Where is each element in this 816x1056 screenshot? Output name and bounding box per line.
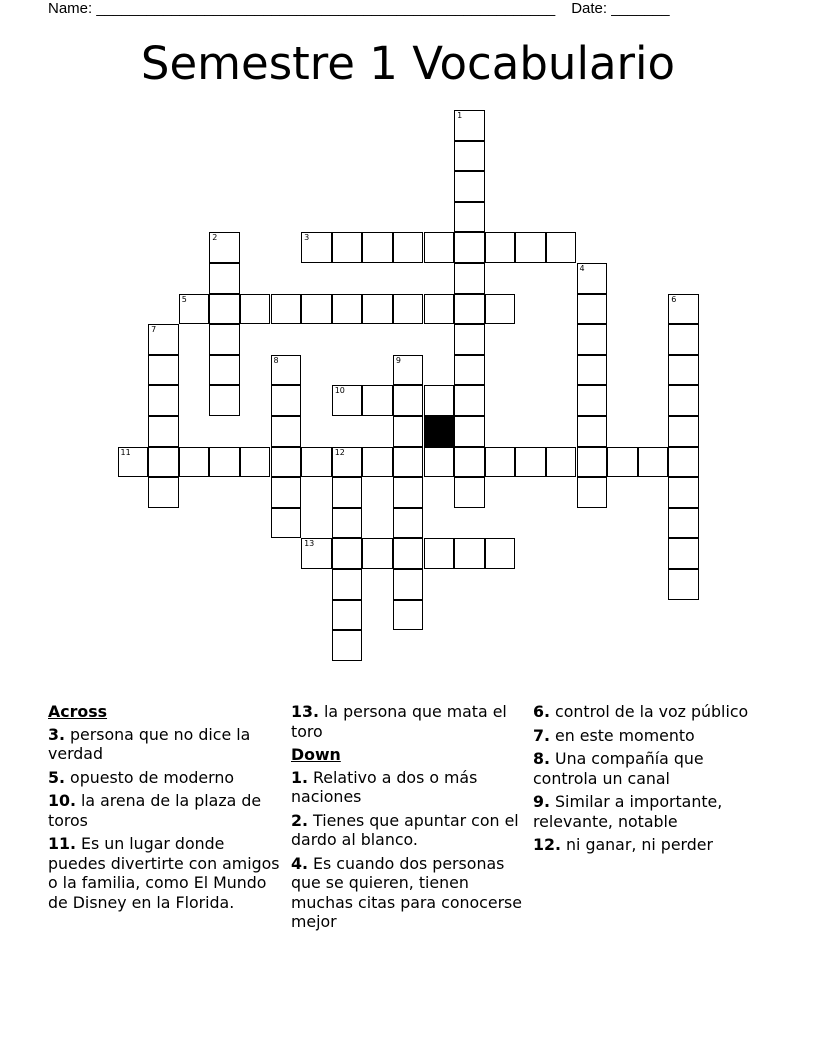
answer-cell[interactable] (454, 263, 485, 294)
answer-cell[interactable] (301, 232, 332, 263)
answer-cell[interactable] (148, 447, 179, 478)
clue-down-4: 4. Es cuando dos personas que se quieren, tienen muchas citas para conocerse mejor (291, 853, 523, 931)
clue-across-3: 3. persona que no dice la verdad (48, 724, 251, 763)
clue-number: 6 (671, 294, 677, 304)
answer-cell[interactable] (148, 477, 179, 508)
answer-cell[interactable] (668, 477, 699, 508)
clue-number: 2 (212, 233, 218, 243)
clue-number: 5 (181, 294, 187, 304)
down-heading: Down (291, 745, 341, 764)
answer-cell[interactable] (515, 232, 546, 263)
answer-cell[interactable] (577, 263, 608, 294)
answer-cell[interactable] (118, 447, 149, 478)
answer-cell[interactable] (668, 569, 699, 600)
answer-cell[interactable] (209, 263, 240, 294)
answer-cell[interactable] (638, 447, 669, 478)
across-heading: Across (48, 702, 108, 721)
answer-cell[interactable] (332, 385, 363, 416)
clue-number: 10 (334, 386, 345, 396)
answer-cell[interactable] (607, 447, 638, 478)
answer-cell[interactable] (209, 232, 240, 263)
clue-column-2 (291, 702, 526, 936)
answer-cell[interactable] (424, 294, 455, 325)
answer-cell[interactable] (332, 538, 363, 569)
answer-cell[interactable] (577, 355, 608, 386)
answer-cell[interactable] (485, 294, 516, 325)
clue-number: 1 (457, 111, 463, 120)
clue-number: 4 (579, 264, 585, 273)
clue-down-12: 12. ni ganar, ni perder (533, 835, 714, 854)
answer-cell[interactable] (577, 477, 608, 508)
clue-down-8: 8. Una compañía que controla un canal (533, 749, 704, 788)
clue-down-7: 7. en este momento (533, 725, 695, 745)
answer-cell[interactable] (668, 538, 699, 569)
answer-cell[interactable] (454, 385, 485, 416)
clue-down-6: 6. control de la voz público (533, 702, 749, 721)
answer-cell[interactable] (362, 385, 393, 416)
answer-cell[interactable] (454, 355, 485, 386)
answer-cell[interactable] (332, 508, 363, 539)
clue-number: 8 (273, 355, 279, 365)
clue-down-1: 1. Relativo a dos o más naciones (291, 767, 478, 806)
answer-cell[interactable] (454, 202, 485, 233)
answer-cell[interactable] (209, 385, 240, 416)
answer-cell[interactable] (148, 324, 179, 355)
answer-cell[interactable] (332, 477, 363, 508)
answer-cell[interactable] (271, 508, 302, 539)
answer-cell[interactable] (577, 416, 608, 447)
answer-cell[interactable] (393, 447, 424, 478)
clue-number: 11 (120, 447, 131, 457)
clue-across-11: 11. Es un lugar donde puedes divertirte con amigos o la familia, como El Mundo de Disney en la Florida. (48, 834, 280, 912)
answer-cell[interactable] (362, 538, 393, 569)
answer-cell[interactable] (577, 324, 608, 355)
answer-cell[interactable] (454, 294, 485, 325)
answer-cell[interactable] (668, 508, 699, 539)
answer-cell[interactable] (179, 294, 210, 325)
clue-down-9: 9. Similar a importante, relevante, notable (533, 792, 723, 831)
answer-cell[interactable] (424, 385, 455, 416)
answer-cell[interactable] (271, 477, 302, 508)
date-label: Date: (571, 0, 608, 17)
answer-cell[interactable] (362, 294, 393, 325)
answer-cell[interactable] (332, 232, 363, 263)
name-blank[interactable]: _______________________________________________________ (96, 0, 556, 17)
answer-cell[interactable] (271, 447, 302, 478)
clue-across-5: 5. opuesto de moderno (48, 767, 235, 787)
answer-cell[interactable] (148, 385, 179, 416)
answer-cell[interactable] (454, 171, 485, 202)
clue-number: 3 (304, 233, 310, 243)
answer-cell[interactable] (668, 385, 699, 416)
clue-across-13: 13. la persona que mata el toro (291, 702, 507, 741)
answer-cell[interactable] (668, 416, 699, 447)
clue-column-1 (48, 702, 283, 916)
clue-column-3 (533, 702, 768, 859)
answer-cell[interactable] (148, 355, 179, 386)
answer-cell[interactable] (393, 569, 424, 600)
answer-cell[interactable] (424, 447, 455, 478)
answer-cell[interactable] (271, 294, 302, 325)
answer-cell[interactable] (271, 416, 302, 447)
answer-cell[interactable] (393, 294, 424, 325)
clue-number: 13 (304, 539, 315, 549)
answer-cell[interactable] (485, 538, 516, 569)
answer-cell[interactable] (668, 355, 699, 386)
clue-number: 7 (151, 325, 157, 335)
clue-number: 12 (334, 447, 345, 457)
answer-cell[interactable] (209, 447, 240, 478)
answer-cell[interactable] (454, 416, 485, 447)
answer-cell[interactable] (271, 385, 302, 416)
answer-cell[interactable] (454, 324, 485, 355)
answer-cell[interactable] (424, 232, 455, 263)
answer-cell[interactable] (485, 447, 516, 478)
answer-cell[interactable] (332, 600, 363, 631)
answer-cell[interactable] (332, 569, 363, 600)
answer-cell[interactable] (454, 477, 485, 508)
clue-across-10: 10. la arena de la plaza de toros (48, 791, 262, 830)
answer-cell[interactable] (271, 355, 302, 386)
answer-cell[interactable] (301, 294, 332, 325)
answer-cell[interactable] (393, 232, 424, 263)
name-label: Name: (48, 0, 93, 17)
answer-cell[interactable] (240, 447, 271, 478)
answer-cell[interactable] (454, 232, 485, 263)
answer-cell[interactable] (546, 447, 577, 478)
answer-cell[interactable] (668, 294, 699, 325)
clue-down-2: 2. Tienes que apuntar con el dardo al blanco. (291, 810, 519, 849)
clue-number: 9 (395, 355, 401, 365)
answer-cell[interactable] (393, 416, 424, 447)
answer-cell[interactable] (485, 232, 516, 263)
date-blank[interactable]: _______ (611, 0, 670, 17)
answer-cell[interactable] (240, 294, 271, 325)
answer-cell[interactable] (577, 447, 608, 478)
answer-cell[interactable] (668, 447, 699, 478)
answer-cell[interactable] (393, 538, 424, 569)
answer-cell[interactable] (454, 538, 485, 569)
answer-cell[interactable] (301, 447, 332, 478)
black-square (424, 416, 455, 447)
answer-cell[interactable] (209, 355, 240, 386)
answer-cell[interactable] (424, 538, 455, 569)
answer-cell[interactable] (577, 385, 608, 416)
answer-cell[interactable] (362, 232, 393, 263)
answer-cell[interactable] (454, 110, 485, 141)
answer-cell[interactable] (362, 447, 393, 478)
answer-cell[interactable] (209, 324, 240, 355)
answer-cell[interactable] (393, 355, 424, 386)
answer-cell[interactable] (454, 141, 485, 172)
answer-cell[interactable] (393, 600, 424, 631)
answer-cell[interactable] (148, 416, 179, 447)
answer-cell[interactable] (393, 477, 424, 508)
answer-cell[interactable] (393, 385, 424, 416)
answer-cell[interactable] (332, 447, 363, 478)
answer-cell[interactable] (332, 294, 363, 325)
answer-cell[interactable] (332, 630, 363, 661)
answer-cell[interactable] (515, 447, 546, 478)
page-title: Semestre 1 Vocabulario (140, 37, 676, 90)
answer-cell[interactable] (668, 324, 699, 355)
answer-cell[interactable] (393, 508, 424, 539)
answer-cell[interactable] (454, 447, 485, 478)
answer-cell[interactable] (301, 538, 332, 569)
answer-cell[interactable] (209, 294, 240, 325)
answer-cell[interactable] (577, 294, 608, 325)
answer-cell[interactable] (179, 447, 210, 478)
answer-cell[interactable] (546, 232, 577, 263)
